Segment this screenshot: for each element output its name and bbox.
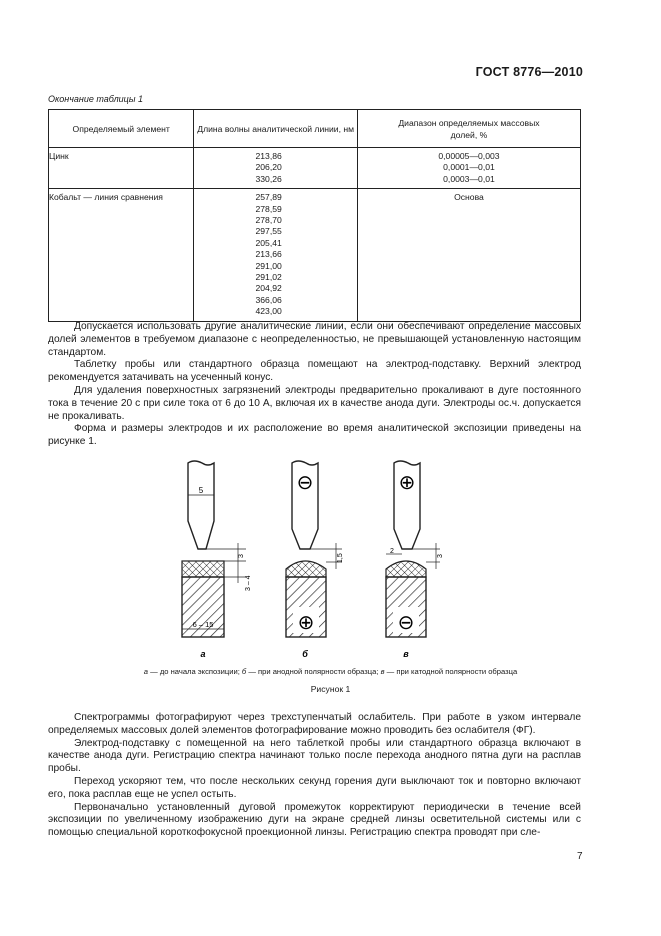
figure-panel-b bbox=[286, 461, 344, 659]
dim-gap: 3 bbox=[238, 554, 245, 558]
data-table bbox=[48, 109, 581, 322]
minus-icon: ⊖ bbox=[397, 612, 415, 634]
figure-legend bbox=[0, 667, 661, 676]
wavelength-value: 278,70 bbox=[255, 215, 282, 226]
table-row bbox=[49, 189, 581, 321]
wavelength-value: 291,00 bbox=[255, 260, 282, 271]
panel-letter: а bbox=[200, 649, 206, 659]
wavelength-value: 257,89 bbox=[255, 192, 282, 203]
dim-base-width: 6 – 15 bbox=[192, 620, 214, 629]
wavelength-value: 278,59 bbox=[255, 203, 282, 214]
cell-ranges bbox=[357, 189, 580, 321]
column-header-element: Определяемый элемент bbox=[49, 110, 194, 148]
wavelength-value: 291,02 bbox=[255, 272, 282, 283]
paragraph: Первоначально установленный дуговой промежуток корректируют периодически в течение всей экспозиции по увеличенному изображению дуги на экране средней линзы осветительной системы или с помощью специальной короткофокусной проекционной линзы. Регистрацию спектра проводят при сле- bbox=[48, 801, 581, 839]
legend-text-a: — до начала экспозиции; bbox=[148, 667, 242, 676]
wavelength-value: 423,00 bbox=[255, 306, 282, 317]
page-number: 7 bbox=[577, 851, 583, 862]
plus-icon: ⊕ bbox=[398, 472, 416, 494]
paragraph: Для удаления поверхностных загрязнений электроды предварительно прокаливают в дуге постоянного тока в течение 20 с при силе тока от 6 до 10 А, включая их в качестве анода дуги. Электроды ос.ч. допускается не прокаливать. bbox=[48, 384, 581, 422]
wavelength-value: 206,20 bbox=[255, 162, 282, 173]
paragraph: Таблетку пробы или стандартного образца помещают на электрод-подставку. Верхний электрод рекомендуется затачивать на усеченный конус. bbox=[48, 359, 581, 384]
range-value: 0,0001—0,01 bbox=[443, 162, 495, 173]
dim-top-width: 5 bbox=[198, 486, 204, 495]
range-value: Основа bbox=[454, 192, 484, 203]
legend-letter-b: б bbox=[241, 667, 247, 676]
legend-text-c: — при катодной полярности образца bbox=[384, 667, 518, 676]
figure-panel-a bbox=[182, 461, 252, 659]
dim-gap-side: 2 bbox=[390, 548, 394, 555]
paragraph: Переход ускоряют тем, что после нескольких секунд горения дуги выключают ток и повторно включают его, пока расплав еще не успел остыть. bbox=[48, 775, 581, 800]
standard-code: ГОСТ 8776—2010 bbox=[475, 65, 583, 79]
minus-icon: ⊖ bbox=[296, 472, 314, 494]
column-header-range: Диапазон определяемых массовых долей, % bbox=[357, 110, 580, 148]
wavelength-value: 366,06 bbox=[255, 294, 282, 305]
table-header-row bbox=[49, 110, 581, 148]
legend-letter-c: в bbox=[380, 667, 385, 676]
paragraph: Форма и размеры электродов и их расположение во время аналитической экспозиции приведены на рисунке 1. bbox=[48, 423, 581, 448]
wavelength-value: 204,92 bbox=[255, 283, 282, 294]
figure-caption: Рисунок 1 bbox=[310, 684, 351, 694]
wavelength-value: 297,55 bbox=[255, 226, 282, 237]
body-text-top bbox=[48, 321, 581, 449]
dim-gap: 1,5 bbox=[337, 553, 344, 563]
wavelength-value: 213,86 bbox=[255, 151, 282, 161]
panel-letter: в bbox=[403, 649, 409, 659]
dim-gap: 3 bbox=[437, 554, 444, 558]
table-caption: Окончание таблицы 1 bbox=[48, 94, 143, 104]
cell-element: Кобальт — линия сравнения bbox=[49, 189, 194, 321]
range-value: 0,0003—0,01 bbox=[443, 173, 495, 184]
cell-wavelengths bbox=[194, 189, 358, 321]
legend-text-b: — при анодной полярности образца; bbox=[246, 667, 381, 676]
paragraph: Спектрограммы фотографируют через трехступенчатый ослабитель. При работе в узком интервале определяемых массовых долей элементов фотографирование можно проводить без ослабителя (ФГ). bbox=[48, 712, 581, 736]
panel-letter: б bbox=[302, 649, 308, 659]
wavelength-value: 213,66 bbox=[255, 249, 282, 260]
wavelength-value: 205,41 bbox=[255, 237, 282, 248]
range-value: 0,00005—0,003 bbox=[438, 151, 500, 161]
column-header-wavelength: Длина волны аналитической линии, нм bbox=[194, 110, 358, 148]
plus-icon: ⊕ bbox=[297, 612, 315, 634]
figure-panel-c bbox=[386, 461, 444, 659]
cell-element: Цинк bbox=[49, 148, 194, 189]
table-row bbox=[49, 148, 581, 189]
legend-letter-a: а bbox=[143, 667, 149, 676]
cell-wavelengths bbox=[194, 148, 358, 189]
cell-ranges bbox=[357, 148, 580, 189]
dim-pellet-height: 3 – 4 bbox=[245, 575, 252, 591]
wavelength-value: 330,26 bbox=[255, 173, 282, 184]
electrode-figure bbox=[150, 459, 450, 659]
paragraph: Допускается использовать другие аналитические линии, если они обеспечивают определение массовых долей элементов в требуемом диапазоне с неопределенностью, не превышающей установленную настоящим стандартом. bbox=[48, 321, 581, 358]
body-text-bottom bbox=[48, 712, 581, 840]
paragraph: Электрод-подставку с помещенной на него таблеткой пробы или стандартного образца включают в качестве анода дуги. Регистрацию спектра начинают только после перехода анодного пятна дуги на расплав пробы. bbox=[48, 737, 581, 775]
